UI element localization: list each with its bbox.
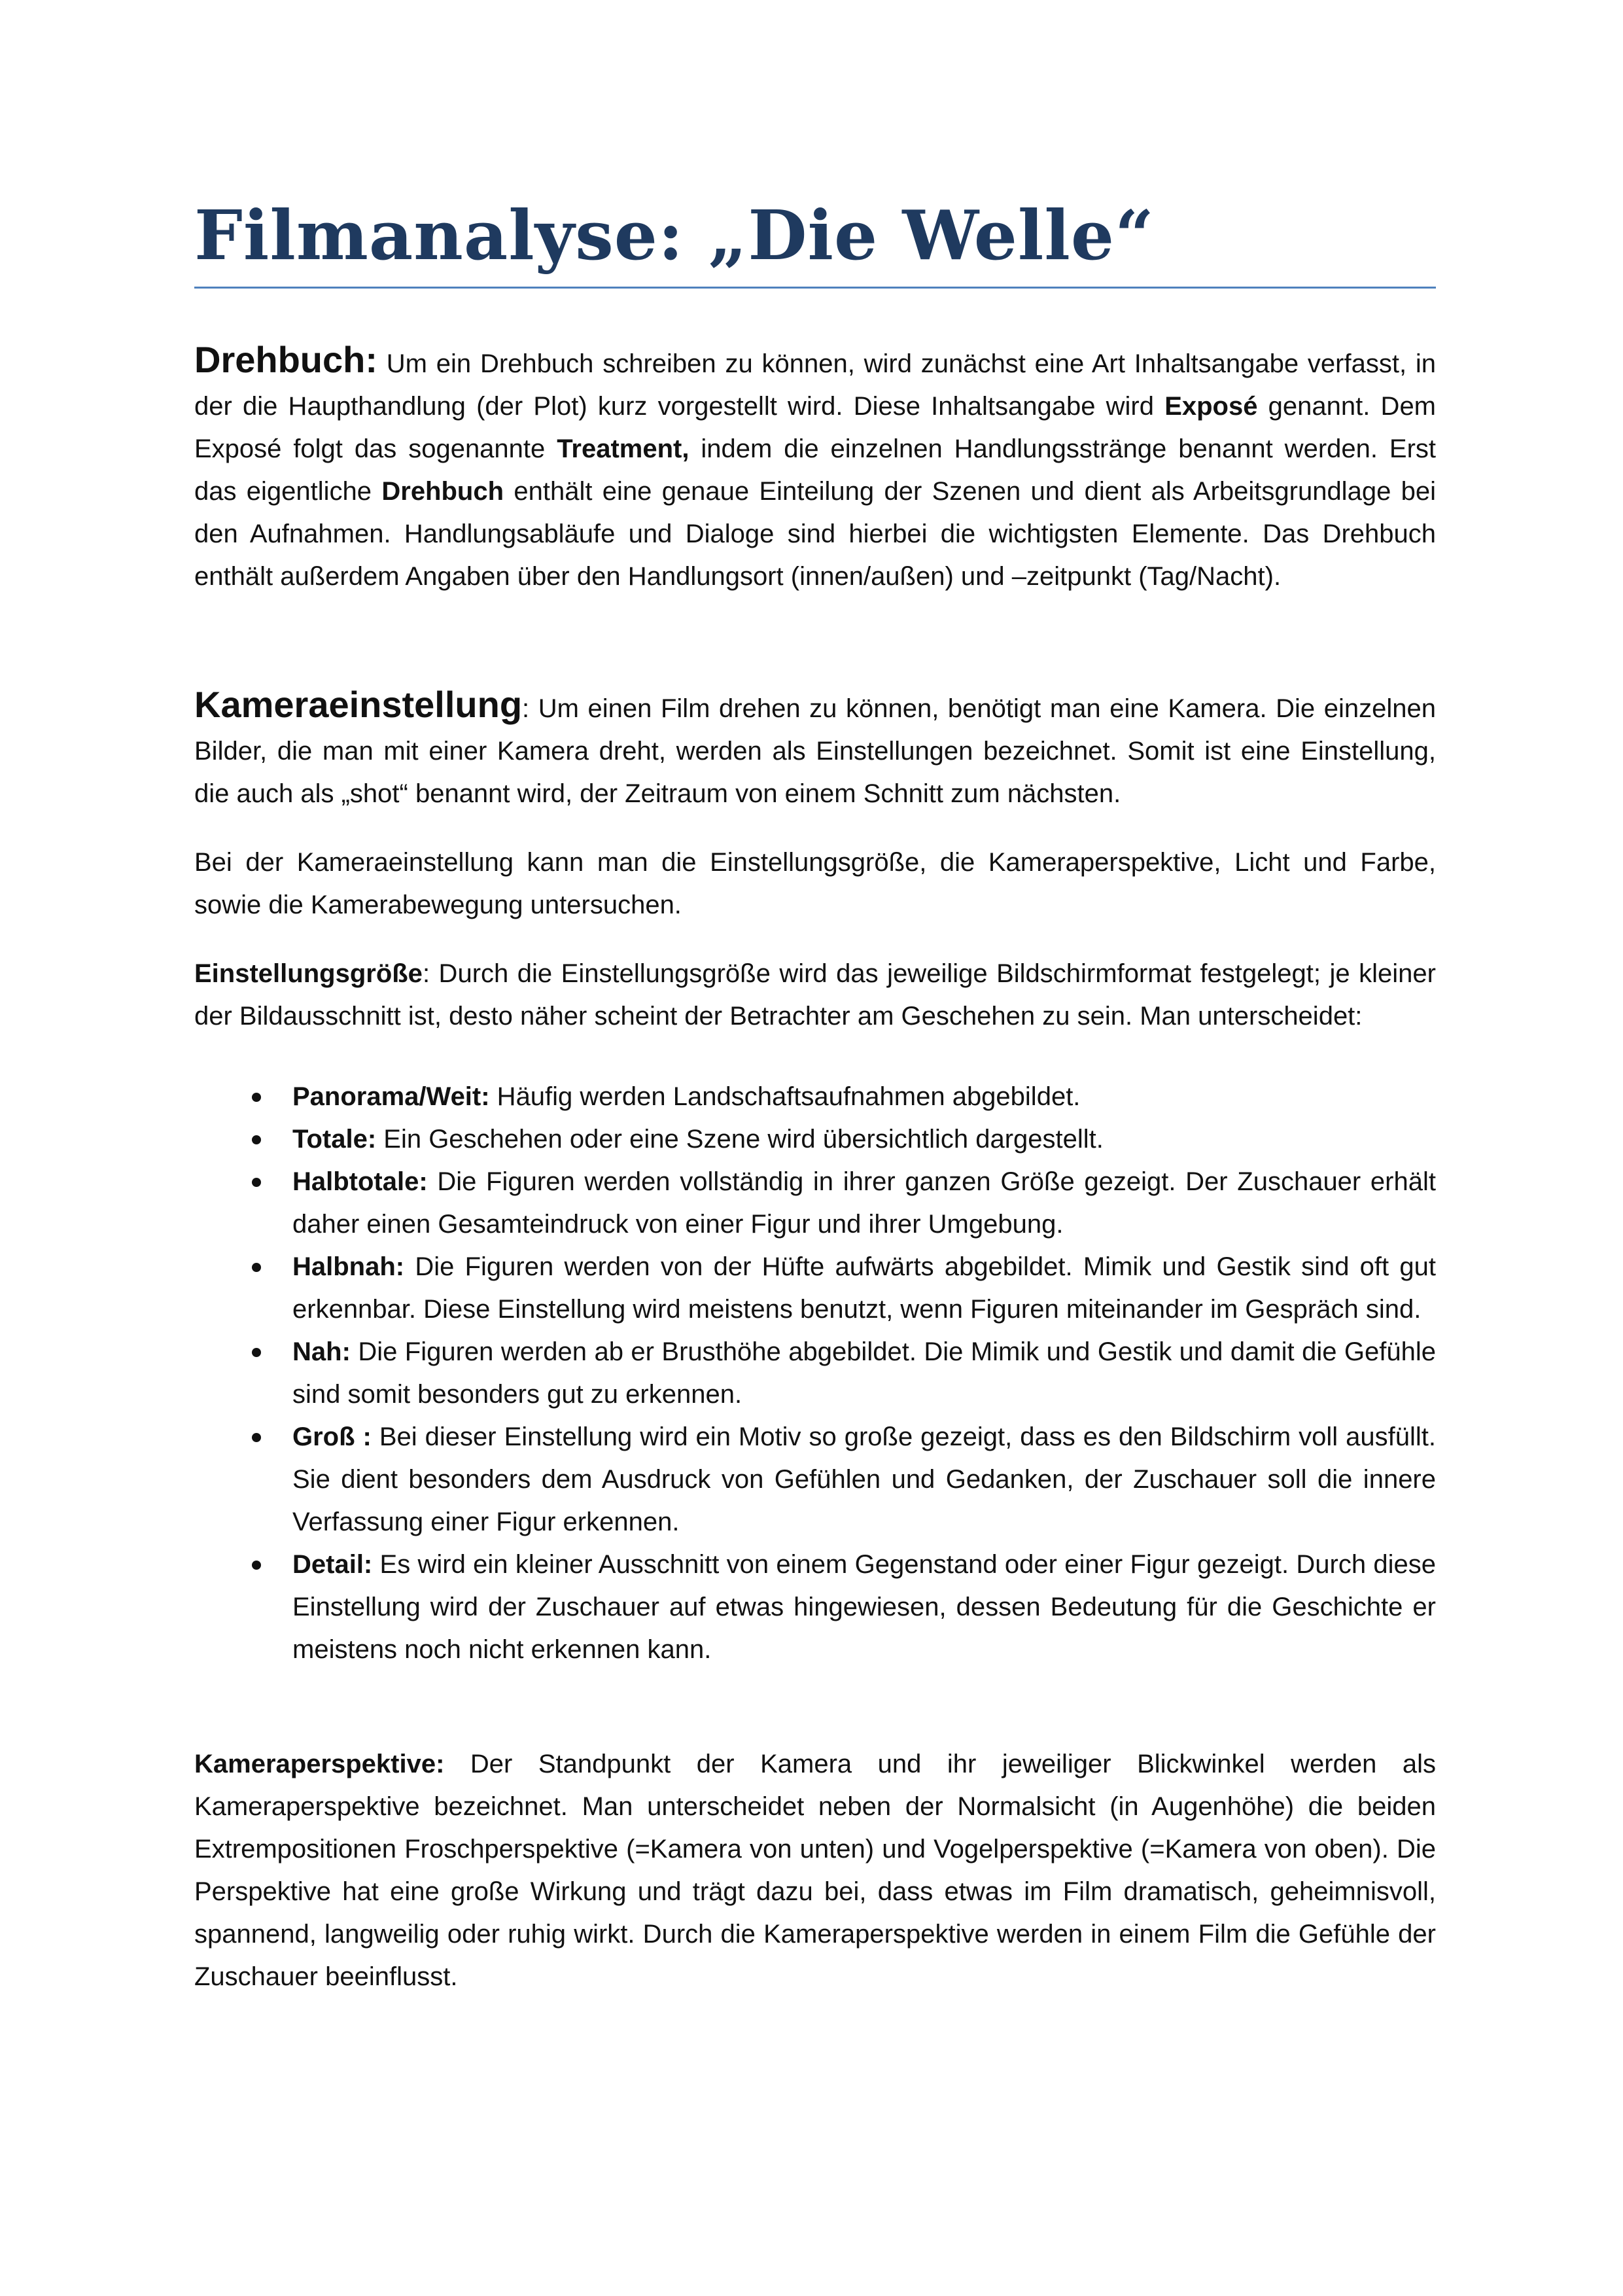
list-item — [194, 1331, 1436, 1416]
list-item-text: Ein Geschehen oder eine Szene wird übersichtlich dargestellt. — [376, 1125, 1104, 1154]
list-item — [194, 1544, 1436, 1671]
drehbuch-text-2: genannt. Dem Exposé folgt das sogenannte — [194, 392, 1437, 463]
kamera-paragraph — [194, 683, 1436, 815]
paragraph-spacer — [194, 815, 1436, 841]
kamera-text-1: : Um einen Film drehen zu können, benötigt man eine Kamera. Die einzelnen Bilder, die man mit einer Kamera dreht, werden als Einstellungen bezeichnet. Somit ist eine Einstellung, die auch als „shot“ benannt wird, der Zeitraum von einem Schnitt zum nächsten. — [194, 694, 1436, 808]
document-content — [194, 196, 1436, 1998]
section-spacer — [194, 598, 1436, 683]
einstellungsgroesse-paragraph — [194, 953, 1436, 1038]
perspektive-label: Kameraperspektive: — [194, 1750, 445, 1778]
list-item-term: Panorama/Weit: — [292, 1082, 490, 1111]
bullet-icon — [252, 1348, 261, 1357]
list-item — [194, 1416, 1436, 1544]
drehbuch-text-3: indem die einzelnen Handlungsstränge benannt werden. Erst das eigentliche — [194, 434, 1436, 506]
drehbuch-paragraph — [194, 338, 1436, 598]
list-item-text: Die Figuren werden vollständig in ihrer ganzen Größe gezeigt. Der Zuschauer erhält daher einen Gesamteindruck von einer Figur und ihrer Umgebung. — [292, 1167, 1436, 1239]
drehbuch-text-4: enthält eine genaue Einteilung der Szenen und dient als Arbeitsgrundlage bei den Aufnahmen. Handlungsabläufe und Dialoge sind hierbei die wichtigsten Elemente. Das Drehbuch enthält außerdem Angaben über den Handlungsort (innen/außen) und –zeitpunkt (Tag/Nacht). — [194, 477, 1436, 591]
list-item-term: Halbtotale: — [292, 1167, 428, 1196]
drehbuch-bold-treatment: Treatment, — [557, 434, 689, 463]
list-item-term: Groß : — [292, 1422, 372, 1451]
page-title: Filmanalyse: „Die Welle“ — [194, 195, 1155, 275]
einstellungsgroesse-label: Einstellungsgröße — [194, 959, 423, 988]
drehbuch-text-1: Um ein Drehbuch schreiben zu können, wird zunächst eine Art Inhaltsangabe verfasst, in der die Haupthandlung (der Plot) kurz vorgestellt wird. Diese Inhaltsangabe wird — [194, 349, 1436, 421]
drehbuch-bold-drehbuch: Drehbuch — [381, 477, 504, 506]
list-item — [194, 1118, 1436, 1161]
list-item-term: Halbnah: — [292, 1252, 405, 1281]
list-item — [194, 1161, 1436, 1246]
list-item-text: Häufig werden Landschaftsaufnahmen abgebildet. — [489, 1082, 1081, 1111]
list-item-text: Die Figuren werden von der Hüfte aufwärts abgebildet. Mimik und Gestik sind oft gut erkennbar. Diese Einstellung wird meistens benutzt, wenn Figuren miteinander im Gespräch sind. — [292, 1252, 1436, 1324]
drehbuch-bold-expose: Exposé — [1164, 392, 1258, 421]
list-item — [194, 1076, 1436, 1118]
title-underline — [194, 287, 1436, 289]
bullet-icon — [252, 1561, 261, 1570]
drehbuch-heading: Drehbuch: — [194, 339, 377, 380]
bullet-icon — [252, 1433, 261, 1442]
bullet-icon — [252, 1093, 261, 1102]
list-item-text: Es wird ein kleiner Ausschnitt von einem Gegenstand oder einer Figur gezeigt. Durch diese Einstellung wird der Zuschauer auf etwas hingewiesen, dessen Bedeutung für die Geschichte er meistens noch nicht erkennen kann. — [292, 1550, 1436, 1664]
list-item-term: Nah: — [292, 1337, 351, 1366]
list-item-text: Bei dieser Einstellung wird ein Motiv so große gezeigt, dass es den Bildschirm voll ausfüllt. Sie dient besonders dem Ausdruck von Gefühlen und Gedanken, der Zuschauer soll die innere Verfassung einer Figur erkennen. — [292, 1422, 1436, 1536]
bullet-icon — [252, 1263, 261, 1272]
paragraph-spacer — [194, 927, 1436, 953]
list-item-term: Totale: — [292, 1125, 377, 1154]
bullet-icon — [252, 1135, 261, 1144]
perspektive-text: Der Standpunkt der Kamera und ihr jeweiliger Blickwinkel werden als Kameraperspektive bezeichnet. Man unterscheidet neben der Normalsicht (in Augenhöhe) die beiden Extrempositionen Froschperspektive (=Kamera von unten) und Vogelperspektive (=Kamera von oben). Die Perspektive hat eine große Wirkung und trägt dazu bei, dass etwas im Film dramatisch, geheimnisvoll, spannend, langweilig oder ruhig wirkt. Durch die Kameraperspektive werden in einem Film die Gefühle der Zuschauer beeinflusst. — [194, 1750, 1436, 1991]
list-item — [194, 1246, 1436, 1331]
list-item-term: Detail: — [292, 1550, 373, 1579]
list-item-text: Die Figuren werden ab er Brusthöhe abgebildet. Die Mimik und Gestik und damit die Gefühle sind somit besonders gut zu erkennen. — [292, 1337, 1436, 1409]
kamera-heading: Kameraeinstellung — [194, 684, 523, 725]
section-spacer — [194, 1671, 1436, 1743]
perspektive-paragraph — [194, 1743, 1436, 1998]
bullet-icon — [252, 1178, 261, 1187]
einstellungsgroesse-text: : Durch die Einstellungsgröße wird das jeweilige Bildschirmformat festgelegt; je kleiner der Bildausschnitt ist, desto näher scheint der Betrachter am Geschehen zu sein. Man unterscheidet: — [194, 959, 1436, 1031]
kamera-paragraph-2: Bei der Kameraeinstellung kann man die Einstellungsgröße, die Kameraperspektive, Licht und Farbe, sowie die Kamerabewegung untersuchen. — [194, 848, 1436, 919]
einstellungsgroesse-list — [194, 1076, 1436, 1671]
